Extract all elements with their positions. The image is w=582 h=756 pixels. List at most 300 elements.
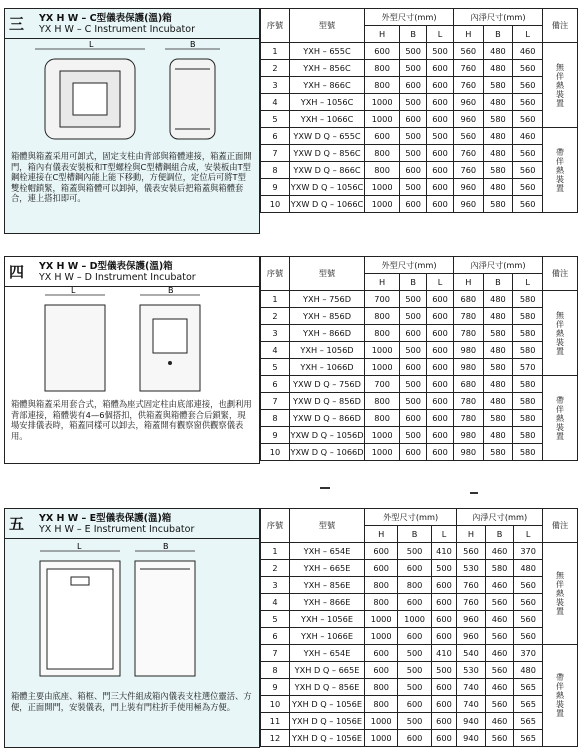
dimension-cell: 780 xyxy=(453,325,483,342)
dimension-cell: 410 xyxy=(431,645,456,662)
dimension-cell: 560 xyxy=(513,60,543,77)
row-number: 4 xyxy=(261,94,290,111)
dimension-cell: 1000 xyxy=(365,359,400,376)
header-model: 型號 xyxy=(290,9,365,43)
dim-l-label: L xyxy=(89,40,94,49)
dimension-cell: 980 xyxy=(453,359,483,376)
dimension-cell: 500 xyxy=(427,128,454,145)
dimension-cell: 600 xyxy=(398,560,431,577)
dimension-cell: 600 xyxy=(427,77,454,94)
model-cell: YXW D Q – 756D xyxy=(290,376,365,393)
dimension-cell: 540 xyxy=(457,645,486,662)
model-cell: YXH – 1066C xyxy=(290,111,365,128)
header-inner: 內淨尺寸(mm) xyxy=(453,257,542,274)
dimension-cell: 600 xyxy=(431,713,456,730)
dimension-cell: 1000 xyxy=(365,179,400,196)
dimension-cell: 580 xyxy=(513,308,543,325)
dimension-cell: 600 xyxy=(431,577,456,594)
dimension-cell: 800 xyxy=(365,308,400,325)
dimension-cell: 1000 xyxy=(365,628,398,645)
dimension-cell: 680 xyxy=(453,376,483,393)
dimension-cell: 565 xyxy=(514,696,543,713)
dimension-cell: 580 xyxy=(513,410,543,427)
dimension-cell: 370 xyxy=(514,645,543,662)
dimension-cell: 560 xyxy=(485,730,514,747)
dimension-cell: 600 xyxy=(427,94,454,111)
dimension-cell: 560 xyxy=(513,179,543,196)
dimension-cell: 580 xyxy=(483,359,513,376)
dimension-cell: 480 xyxy=(514,560,543,577)
dimension-cell: 800 xyxy=(365,577,398,594)
table-row xyxy=(261,325,578,342)
dimension-cell: 940 xyxy=(457,713,486,730)
dimension-cell: 580 xyxy=(483,444,513,461)
dimension-cell: 600 xyxy=(398,730,431,747)
table-row xyxy=(261,308,578,325)
model-cell: YXH – 654E xyxy=(290,543,365,560)
table-row xyxy=(261,577,578,594)
dimension-cell: 800 xyxy=(365,162,400,179)
note-cell: 帶伴熱裝置 xyxy=(543,376,578,461)
dimension-cell: 480 xyxy=(483,43,513,60)
table-row xyxy=(261,730,578,747)
dimension-cell: 760 xyxy=(457,577,486,594)
row-number: 1 xyxy=(261,43,290,60)
model-cell: YXW D Q – 866D xyxy=(290,410,365,427)
dimension-cell: 500 xyxy=(400,393,427,410)
dimension-cell: 480 xyxy=(483,179,513,196)
table-row xyxy=(261,628,578,645)
model-cell: YXH – 665E xyxy=(290,560,365,577)
dimension-cell: 460 xyxy=(485,543,514,560)
dimension-cell: 500 xyxy=(400,145,427,162)
dimension-cell: 460 xyxy=(485,577,514,594)
dimension-cell: 560 xyxy=(485,628,514,645)
row-number: 6 xyxy=(261,128,290,145)
dimension-cell: 530 xyxy=(457,662,486,679)
table-row xyxy=(261,162,578,179)
dimension-cell: 500 xyxy=(398,713,431,730)
section-d xyxy=(4,256,578,464)
header-no: 序號 xyxy=(261,9,290,43)
model-cell: YXH – 1066E xyxy=(290,628,365,645)
row-number: 2 xyxy=(261,308,290,325)
dimension-cell: 500 xyxy=(398,662,431,679)
section-d-rows xyxy=(261,291,578,461)
dimension-cell: 410 xyxy=(431,543,456,560)
dimension-cell: 800 xyxy=(365,696,398,713)
table-row xyxy=(261,60,578,77)
dimension-cell: 580 xyxy=(513,325,543,342)
dimension-cell: 565 xyxy=(514,679,543,696)
dimension-cell: 500 xyxy=(400,60,427,77)
section-c-rows xyxy=(261,43,578,213)
dimension-cell: 480 xyxy=(483,393,513,410)
dimension-cell: 500 xyxy=(400,308,427,325)
dimension-cell: 780 xyxy=(453,308,483,325)
dimension-cell: 580 xyxy=(513,342,543,359)
model-cell: YXW D Q – 1066D xyxy=(290,444,365,461)
dimension-cell: 1000 xyxy=(365,713,398,730)
dimension-cell: 600 xyxy=(398,628,431,645)
title-english: YX H W – D Instrument Incubator xyxy=(39,271,196,283)
dimension-cell: 580 xyxy=(483,77,513,94)
sub-h: H xyxy=(365,526,398,543)
sub-b: B xyxy=(483,26,513,43)
dimension-cell: 600 xyxy=(400,410,427,427)
row-number: 8 xyxy=(261,162,290,179)
table-row xyxy=(261,359,578,376)
dimension-cell: 460 xyxy=(485,679,514,696)
dimension-cell: 600 xyxy=(427,60,454,77)
dim-l-label: L xyxy=(77,542,82,551)
dimension-cell: 560 xyxy=(514,628,543,645)
incubator-d-drawing xyxy=(5,287,259,397)
dimension-cell: 565 xyxy=(514,713,543,730)
model-cell: YXH D Q – 1056E xyxy=(290,730,365,747)
dimension-cell: 600 xyxy=(427,196,454,213)
row-number: 6 xyxy=(261,376,290,393)
dimension-cell: 700 xyxy=(365,376,400,393)
dimension-cell: 500 xyxy=(398,645,431,662)
section-c-title-row xyxy=(5,9,259,39)
dimension-cell: 500 xyxy=(398,543,431,560)
model-cell: YXW D Q – 1056D xyxy=(290,427,365,444)
dimension-cell: 600 xyxy=(427,111,454,128)
dimension-cell: 600 xyxy=(427,291,454,308)
dimension-cell: 1000 xyxy=(365,444,400,461)
section-d-spec-table xyxy=(260,256,578,461)
dimension-cell: 600 xyxy=(400,77,427,94)
model-cell: YXH – 756D xyxy=(290,291,365,308)
dimension-cell: 580 xyxy=(513,444,543,461)
dimension-cell: 500 xyxy=(400,291,427,308)
dim-l-label: L xyxy=(71,287,76,295)
incubator-c-drawing xyxy=(5,39,259,149)
table-row xyxy=(261,77,578,94)
dimension-cell: 600 xyxy=(427,410,454,427)
dimension-cell: 600 xyxy=(427,162,454,179)
dimension-cell: 600 xyxy=(365,543,398,560)
dimension-cell: 500 xyxy=(400,43,427,60)
dimension-cell: 500 xyxy=(431,662,456,679)
row-number: 4 xyxy=(261,594,290,611)
dimension-cell: 600 xyxy=(427,444,454,461)
dimension-cell: 600 xyxy=(431,696,456,713)
dimension-cell: 800 xyxy=(365,77,400,94)
model-cell: YXH D Q – 665E xyxy=(290,662,365,679)
row-number: 9 xyxy=(261,179,290,196)
table-row xyxy=(261,393,578,410)
dimension-cell: 560 xyxy=(513,162,543,179)
table-row xyxy=(261,543,578,560)
note-cell: 無伴熱裝置 xyxy=(543,543,578,645)
dimension-cell: 460 xyxy=(513,128,543,145)
dimension-cell: 800 xyxy=(365,594,398,611)
dimension-cell: 570 xyxy=(513,359,543,376)
dimension-cell: 600 xyxy=(431,628,456,645)
model-cell: YXW D Q – 856C xyxy=(290,145,365,162)
dimension-cell: 560 xyxy=(513,77,543,94)
table-row xyxy=(261,560,578,577)
section-number: 五 xyxy=(9,515,25,533)
note-cell: 帶伴熱裝置 xyxy=(543,128,578,213)
dimension-cell: 600 xyxy=(365,662,398,679)
table-row xyxy=(261,713,578,730)
dimension-cell: 480 xyxy=(514,662,543,679)
sub-l: L xyxy=(427,26,454,43)
table-row xyxy=(261,662,578,679)
incubator-e-drawing xyxy=(5,539,259,689)
header-model: 型號 xyxy=(290,257,365,291)
model-cell: YXH – 1066D xyxy=(290,359,365,376)
section-e-description: 箱體主要由底座、箱框、門三大件組成箱內儀表支柱選位靈活、方便，正面開門，安裝儀表，門上裝有門柱折手使用極為方便。 xyxy=(11,691,252,712)
sub-h: H xyxy=(365,274,400,291)
dimension-cell: 940 xyxy=(457,730,486,747)
sub-l: L xyxy=(513,274,543,291)
dimension-cell: 560 xyxy=(513,111,543,128)
dimension-cell: 580 xyxy=(513,427,543,444)
section-e-panel xyxy=(4,508,260,748)
table-row xyxy=(261,179,578,196)
dimension-cell: 565 xyxy=(514,730,543,747)
dimension-cell: 500 xyxy=(400,179,427,196)
sub-b: B xyxy=(485,526,514,543)
row-number: 3 xyxy=(261,577,290,594)
model-cell: YXW D Q – 655C xyxy=(290,128,365,145)
title-english: YX H W – E Instrument Incubator xyxy=(39,523,195,535)
dimension-cell: 600 xyxy=(427,393,454,410)
dimension-cell: 1000 xyxy=(365,611,398,628)
dimension-cell: 1000 xyxy=(365,111,400,128)
dimension-cell: 600 xyxy=(365,128,400,145)
dimension-cell: 760 xyxy=(453,145,483,162)
sub-l: L xyxy=(427,274,454,291)
dimension-cell: 700 xyxy=(365,291,400,308)
dimension-cell: 600 xyxy=(427,376,454,393)
row-number: 10 xyxy=(261,696,290,713)
dimension-cell: 560 xyxy=(514,594,543,611)
dimension-cell: 980 xyxy=(453,342,483,359)
table-row xyxy=(261,291,578,308)
dimension-cell: 1000 xyxy=(365,94,400,111)
dimension-cell: 1000 xyxy=(365,730,398,747)
dimension-cell: 600 xyxy=(365,43,400,60)
row-number: 5 xyxy=(261,111,290,128)
dimension-cell: 560 xyxy=(485,594,514,611)
dimension-cell: 680 xyxy=(453,291,483,308)
dimension-cell: 500 xyxy=(400,342,427,359)
dimension-cell: 980 xyxy=(453,444,483,461)
row-number: 2 xyxy=(261,60,290,77)
model-cell: YXH – 655C xyxy=(290,43,365,60)
dimension-cell: 580 xyxy=(483,410,513,427)
dimension-cell: 1000 xyxy=(365,342,400,359)
model-cell: YXW D Q – 866C xyxy=(290,162,365,179)
model-cell: YXH D Q – 1056E xyxy=(290,696,365,713)
row-number: 2 xyxy=(261,560,290,577)
dimension-cell: 600 xyxy=(431,730,456,747)
section-number: 三 xyxy=(9,15,25,33)
model-cell: YXH – 866E xyxy=(290,594,365,611)
dimension-cell: 960 xyxy=(453,94,483,111)
section-e-title-row xyxy=(5,509,259,539)
dimension-cell: 480 xyxy=(483,308,513,325)
dimension-cell: 580 xyxy=(513,393,543,410)
dimension-cell: 560 xyxy=(457,543,486,560)
dimension-cell: 1000 xyxy=(365,427,400,444)
section-d-description: 箱體與箱蓋采用套合式，箱體為座式固定柱由底部連接，也劃利用背部連接，箱體裝有4—6個搭扣，供箱蓋與箱體套合后鎖緊，現場安排儀表時，箱蓋同樣可以卸去，箱蓋開有觀察窗供觀察儀表用。 xyxy=(11,399,252,441)
dimension-cell: 580 xyxy=(483,162,513,179)
note-cell: 帶伴熱裝置 xyxy=(543,645,578,747)
dimension-cell: 960 xyxy=(457,628,486,645)
dimension-cell: 560 xyxy=(513,196,543,213)
dimension-cell: 600 xyxy=(427,427,454,444)
dimension-cell: 480 xyxy=(483,60,513,77)
dimension-cell: 800 xyxy=(365,325,400,342)
table-row xyxy=(261,111,578,128)
dimension-cell: 600 xyxy=(400,325,427,342)
dimension-cell: 560 xyxy=(513,94,543,111)
dimension-cell: 480 xyxy=(483,128,513,145)
sub-h: H xyxy=(365,26,400,43)
header-model: 型號 xyxy=(290,509,365,543)
header-outer: 外型尺寸(mm) xyxy=(365,9,454,26)
sub-b: B xyxy=(483,274,513,291)
dimension-cell: 800 xyxy=(365,393,400,410)
model-cell: YXH – 856D xyxy=(290,308,365,325)
header-outer: 外型尺寸(mm) xyxy=(365,257,454,274)
header-inner: 內淨尺寸(mm) xyxy=(453,9,542,26)
dimension-cell: 740 xyxy=(457,696,486,713)
dimension-cell: 600 xyxy=(400,111,427,128)
header-note: 備注 xyxy=(543,509,578,543)
header-outer: 外型尺寸(mm) xyxy=(365,509,457,526)
dimension-cell: 530 xyxy=(457,560,486,577)
header-no: 序號 xyxy=(261,257,290,291)
dimension-cell: 600 xyxy=(400,359,427,376)
dim-b-label: B xyxy=(163,542,169,551)
sub-b: B xyxy=(400,26,427,43)
dimension-cell: 600 xyxy=(427,359,454,376)
table-row xyxy=(261,444,578,461)
note-cell: 無伴熱裝置 xyxy=(543,291,578,376)
model-cell: YXH – 654E xyxy=(290,645,365,662)
sub-l: L xyxy=(514,526,543,543)
sub-b: B xyxy=(398,526,431,543)
dimension-cell: 800 xyxy=(398,577,431,594)
dimension-cell: 600 xyxy=(400,444,427,461)
dimension-cell: 600 xyxy=(400,162,427,179)
row-number: 7 xyxy=(261,393,290,410)
dimension-cell: 800 xyxy=(365,60,400,77)
table-row xyxy=(261,145,578,162)
dimension-cell: 600 xyxy=(400,196,427,213)
model-cell: YXH D Q – 856E xyxy=(290,679,365,696)
dimension-cell: 480 xyxy=(483,94,513,111)
row-number: 1 xyxy=(261,543,290,560)
title-chinese: YX H W – E型儀表保護(溫)箱 xyxy=(39,512,172,524)
section-d-panel xyxy=(4,256,260,464)
row-number: 6 xyxy=(261,628,290,645)
dim-b-label: B xyxy=(168,287,174,295)
dimension-cell: 760 xyxy=(453,77,483,94)
section-c-panel xyxy=(4,8,260,234)
row-number: 9 xyxy=(261,427,290,444)
dimension-cell: 600 xyxy=(365,560,398,577)
row-number: 3 xyxy=(261,325,290,342)
dimension-cell: 960 xyxy=(453,179,483,196)
model-cell: YXH D Q – 1056E xyxy=(290,713,365,730)
header-no: 序號 xyxy=(261,509,290,543)
row-number: 4 xyxy=(261,342,290,359)
dimension-cell: 480 xyxy=(483,376,513,393)
dimension-cell: 600 xyxy=(431,594,456,611)
section-c-description: 箱體與箱蓋采用可卸式，固定支柱由背部與箱體連接，箱蓋正面開門，箱內有儀表安裝板和T型螺栓與C型槽鋼組合成，安裝板由T型鋼栓連接在C型槽鋼內能上能下移動，方便調位，定位后可將T型雙栓帽鎖緊，箱蓋與箱體可以卸掉，儀表安裝后把箱蓋與箱體套合，連上搭扣即可。 xyxy=(11,151,252,203)
dimension-cell: 780 xyxy=(453,410,483,427)
sub-h: H xyxy=(453,274,483,291)
dimension-cell: 1000 xyxy=(398,611,431,628)
dimension-cell: 740 xyxy=(457,679,486,696)
table-row xyxy=(261,43,578,60)
model-cell: YXH – 866D xyxy=(290,325,365,342)
dimension-cell: 600 xyxy=(431,679,456,696)
section-e xyxy=(4,508,578,748)
section-e-spec-table xyxy=(260,508,578,747)
dimension-cell: 600 xyxy=(398,594,431,611)
dimension-cell: 800 xyxy=(365,145,400,162)
row-number: 1 xyxy=(261,291,290,308)
table-row xyxy=(261,679,578,696)
dimension-cell: 800 xyxy=(365,679,398,696)
dimension-cell: 580 xyxy=(485,560,514,577)
row-number: 8 xyxy=(261,410,290,427)
dimension-cell: 560 xyxy=(513,145,543,162)
sub-h: H xyxy=(457,526,486,543)
note-cell: 無伴熱裝置 xyxy=(543,43,578,128)
section-c-spec-table xyxy=(260,8,578,213)
section-d-title-row xyxy=(5,257,259,287)
dimension-cell: 500 xyxy=(431,560,456,577)
dimension-cell: 480 xyxy=(483,291,513,308)
model-cell: YXH – 856C xyxy=(290,60,365,77)
row-number: 9 xyxy=(261,679,290,696)
table-row xyxy=(261,342,578,359)
row-number: 11 xyxy=(261,713,290,730)
model-cell: YXW D Q – 856D xyxy=(290,393,365,410)
table-row xyxy=(261,427,578,444)
row-number: 3 xyxy=(261,77,290,94)
dimension-cell: 760 xyxy=(453,162,483,179)
title-chinese: YX H W – C型儀表保護(溫)箱 xyxy=(39,12,172,24)
dimension-cell: 760 xyxy=(457,594,486,611)
dimension-cell: 500 xyxy=(427,43,454,60)
row-number: 5 xyxy=(261,359,290,376)
section-number: 四 xyxy=(9,263,25,281)
table-row xyxy=(261,645,578,662)
sub-l: L xyxy=(431,526,456,543)
dimension-cell: 600 xyxy=(431,611,456,628)
dimension-cell: 1000 xyxy=(365,196,400,213)
table-row xyxy=(261,94,578,111)
dimension-cell: 600 xyxy=(427,325,454,342)
dimension-cell: 980 xyxy=(453,427,483,444)
sub-h: H xyxy=(453,26,483,43)
divider-dash xyxy=(470,492,478,494)
dimension-cell: 460 xyxy=(485,713,514,730)
dimension-cell: 800 xyxy=(365,410,400,427)
dimension-cell: 600 xyxy=(398,696,431,713)
